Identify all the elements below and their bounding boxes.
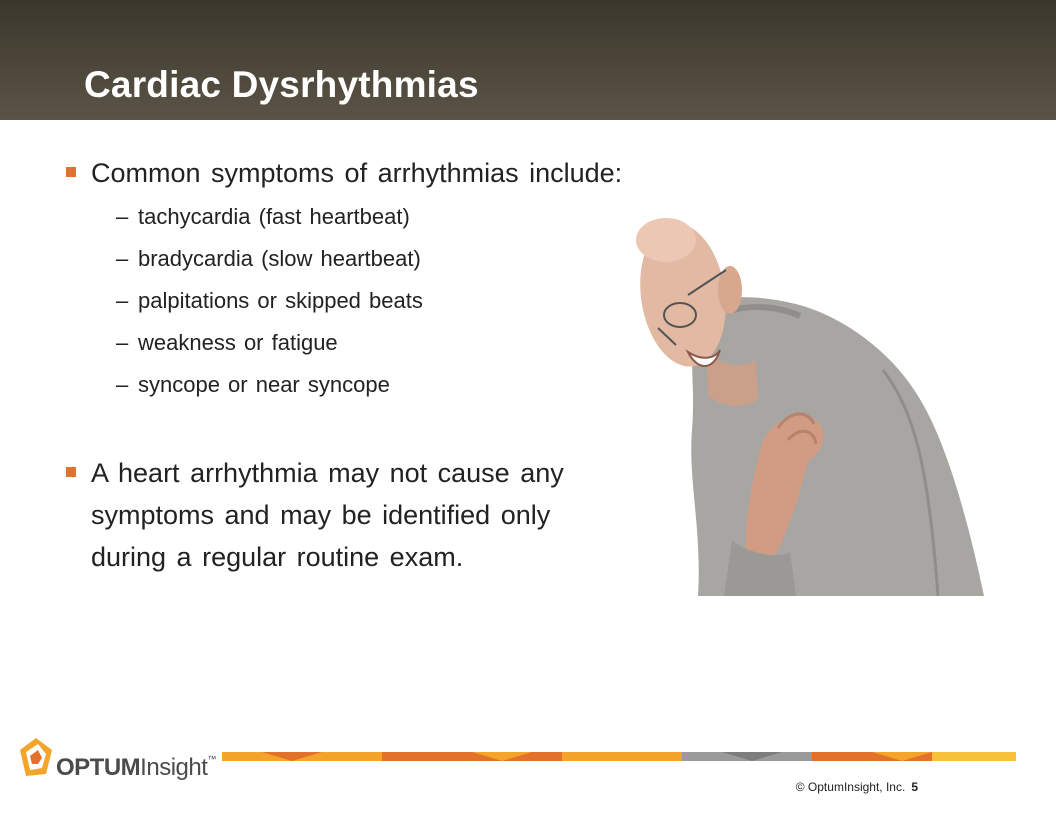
bullet-square-icon (66, 467, 76, 477)
list-item: – syncope or near syncope (116, 372, 390, 397)
bullet-symptoms (66, 152, 766, 194)
list-item: – palpitations or skipped beats (116, 288, 423, 313)
optum-logo-icon (16, 736, 56, 780)
slide-title: Cardiac Dysrhythmias (84, 64, 479, 105)
page-number: 5 (911, 780, 918, 794)
bullet-square-icon (66, 167, 76, 177)
man-clutching-chest-photo (628, 200, 984, 596)
bullet-no-symptoms (66, 452, 626, 578)
optum-wordmark: OPTUMInsight™ (56, 754, 216, 781)
list-item: – tachycardia (fast heartbeat) (116, 204, 410, 229)
footer-stripe (222, 752, 1016, 761)
bullet-text: A heart arrhythmia may not cause any symptoms and may be identified only during a regular routine exam. (91, 458, 564, 572)
bullet-text: Common symptoms of arrhythmias include: (91, 158, 623, 188)
symptom-list (116, 196, 423, 406)
copyright-footer: © OptumInsight, Inc. 5 (795, 780, 918, 794)
list-item: – bradycardia (slow heartbeat) (116, 246, 421, 271)
list-item: – weakness or fatigue (116, 330, 338, 355)
